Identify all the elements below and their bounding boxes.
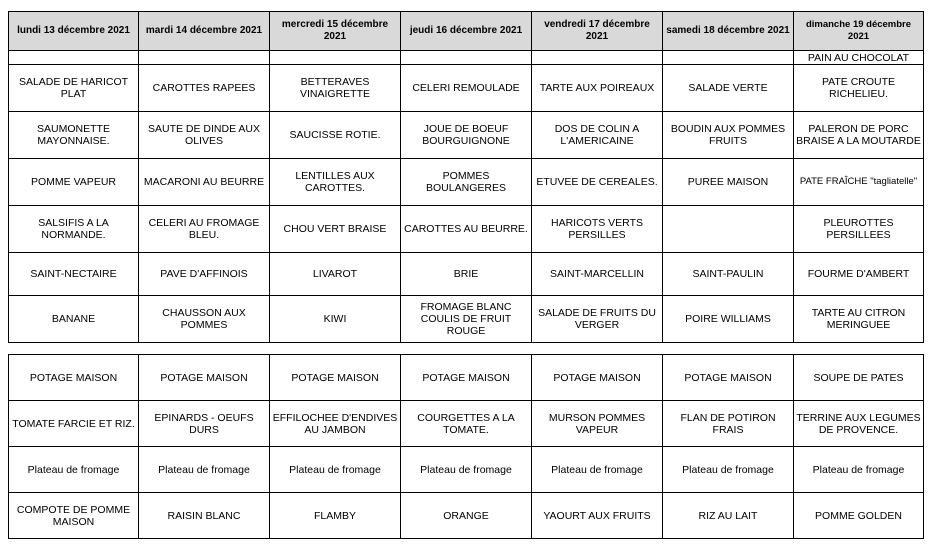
lunch-main-cell: JOUE DE BOEUF BOURGUIGNONE — [401, 112, 532, 159]
lunch-side-cell: LENTILLES AUX CAROTTES. — [270, 159, 401, 206]
lunch-dessert-cell: KIWI — [270, 296, 401, 343]
dinner-main-cell: TERRINE AUX LEGUMES DE PROVENCE. — [794, 401, 924, 447]
dinner-dessert-cell: POMME GOLDEN — [794, 493, 924, 539]
lunch-veg-cell: CELERI AU FROMAGE BLEU. — [139, 206, 270, 253]
dinner-cheese-cell: Plateau de fromage — [401, 447, 532, 493]
day-header-friday: vendredi 17 décembre 2021 — [532, 12, 663, 51]
lunch-veg-cell: HARICOTS VERTS PERSILLES — [532, 206, 663, 253]
lunch-main-row — [9, 112, 924, 159]
lunch-cheese-cell: SAINT-PAULIN — [663, 253, 794, 296]
lunch-dessert-row — [9, 296, 924, 343]
lunch-veg-cell: CHOU VERT BRAISE — [270, 206, 401, 253]
day-header-tuesday: mardi 14 décembre 2021 — [139, 12, 270, 51]
day-header-row — [9, 12, 924, 51]
dinner-cheese-cell: Plateau de fromage — [794, 447, 924, 493]
day-header-saturday: samedi 18 décembre 2021 — [663, 12, 794, 51]
dinner-soup-cell: POTAGE MAISON — [270, 355, 401, 401]
dinner-dessert-cell: RAISIN BLANC — [139, 493, 270, 539]
dinner-soup-cell: POTAGE MAISON — [9, 355, 139, 401]
dinner-dessert-cell: COMPOTE DE POMME MAISON — [9, 493, 139, 539]
dinner-soup-cell: POTAGE MAISON — [401, 355, 532, 401]
lunch-cheese-cell: SAINT-MARCELLIN — [532, 253, 663, 296]
lunch-starter-cell: PATE CROUTE RICHELIEU. — [794, 65, 924, 112]
day-header-thursday: jeudi 16 décembre 2021 — [401, 12, 532, 51]
lunch-side-cell: PATE FRAÎCHE "tagliatelle" — [794, 159, 924, 206]
dinner-dessert-cell: RIZ AU LAIT — [663, 493, 794, 539]
dinner-cheese-cell: Plateau de fromage — [532, 447, 663, 493]
dinner-main-cell: EPINARDS - OEUFS DURS — [139, 401, 270, 447]
dinner-cheese-cell: Plateau de fromage — [139, 447, 270, 493]
day-header-wednesday: mercredi 15 décembre 2021 — [270, 12, 401, 51]
lunch-main-cell: SAUMONETTE MAYONNAISE. — [9, 112, 139, 159]
lunch-pre-cell — [270, 51, 401, 65]
dinner-dessert-cell: ORANGE — [401, 493, 532, 539]
lunch-side-cell: POMMES BOULANGERES — [401, 159, 532, 206]
lunch-starter-cell: SALADE DE HARICOT PLAT — [9, 65, 139, 112]
lunch-cheese-row — [9, 253, 924, 296]
dinner-main-cell: FLAN DE POTIRON FRAIS — [663, 401, 794, 447]
dinner-main-cell: EFFILOCHEE D'ENDIVES AU JAMBON — [270, 401, 401, 447]
lunch-main-cell: BOUDIN AUX POMMES FRUITS — [663, 112, 794, 159]
lunch-main-cell: SAUTE DE DINDE AUX OLIVES — [139, 112, 270, 159]
dinner-dessert-cell: FLAMBY — [270, 493, 401, 539]
dinner-main-cell: COURGETTES A LA TOMATE. — [401, 401, 532, 447]
dinner-cheese-row — [9, 447, 924, 493]
dinner-dessert-row — [9, 493, 924, 539]
dinner-cheese-cell: Plateau de fromage — [270, 447, 401, 493]
lunch-dessert-cell: CHAUSSON AUX POMMES — [139, 296, 270, 343]
day-header-sunday: dimanche 19 décembre 2021 — [794, 12, 924, 51]
lunch-side-cell: POMME VAPEUR — [9, 159, 139, 206]
lunch-main-cell: DOS DE COLIN A L'AMERICAINE — [532, 112, 663, 159]
lunch-pre-cell — [139, 51, 270, 65]
lunch-pre-cell — [401, 51, 532, 65]
dinner-main-cell: TOMATE FARCIE ET RIZ. — [9, 401, 139, 447]
lunch-cheese-cell: LIVAROT — [270, 253, 401, 296]
lunch-pre-cell: PAIN AU CHOCOLAT — [794, 51, 924, 65]
lunch-cheese-cell: FOURME D'AMBERT — [794, 253, 924, 296]
day-header-monday: lundi 13 décembre 2021 — [9, 12, 139, 51]
lunch-starter-cell: CAROTTES RAPEES — [139, 65, 270, 112]
lunch-main-cell: SAUCISSE ROTIE. — [270, 112, 401, 159]
lunch-veg-cell: PLEUROTTES PERSILLEES — [794, 206, 924, 253]
lunch-cheese-cell: PAVE D'AFFINOIS — [139, 253, 270, 296]
dinner-soup-cell: SOUPE DE PATES — [794, 355, 924, 401]
lunch-side-row — [9, 159, 924, 206]
lunch-starter-cell: SALADE VERTE — [663, 65, 794, 112]
dinner-main-cell: MURSON POMMES VAPEUR — [532, 401, 663, 447]
lunch-pre-row — [9, 51, 924, 65]
lunch-dessert-cell: BANANE — [9, 296, 139, 343]
dinner-soup-cell: POTAGE MAISON — [532, 355, 663, 401]
lunch-veg-cell: SALSIFIS A LA NORMANDE. — [9, 206, 139, 253]
lunch-starter-cell: BETTERAVES VINAIGRETTE — [270, 65, 401, 112]
lunch-starter-row — [9, 65, 924, 112]
dinner-soup-cell: POTAGE MAISON — [139, 355, 270, 401]
lunch-starter-cell: TARTE AUX POIREAUX — [532, 65, 663, 112]
lunch-side-cell: MACARONI AU BEURRE — [139, 159, 270, 206]
lunch-pre-cell — [532, 51, 663, 65]
dinner-soup-cell: POTAGE MAISON — [663, 355, 794, 401]
lunch-cheese-cell: BRIE — [401, 253, 532, 296]
lunch-starter-cell: CELERI REMOULADE — [401, 65, 532, 112]
lunch-cheese-cell: SAINT-NECTAIRE — [9, 253, 139, 296]
lunch-side-cell: ETUVEE DE CEREALES. — [532, 159, 663, 206]
lunch-menu-table — [8, 11, 924, 343]
lunch-veg-row — [9, 206, 924, 253]
dinner-soup-row — [9, 355, 924, 401]
lunch-dessert-cell: SALADE DE FRUITS DU VERGER — [532, 296, 663, 343]
dinner-main-row — [9, 401, 924, 447]
dinner-cheese-cell: Plateau de fromage — [663, 447, 794, 493]
lunch-veg-cell: CAROTTES AU BEURRE. — [401, 206, 532, 253]
lunch-dessert-cell: FROMAGE BLANC COULIS DE FRUIT ROUGE — [401, 296, 532, 343]
lunch-pre-cell — [9, 51, 139, 65]
dinner-dessert-cell: YAOURT AUX FRUITS — [532, 493, 663, 539]
lunch-pre-cell — [663, 51, 794, 65]
lunch-side-cell: PUREE MAISON — [663, 159, 794, 206]
dinner-cheese-cell: Plateau de fromage — [9, 447, 139, 493]
dinner-menu-table — [8, 354, 924, 539]
lunch-main-cell: PALERON DE PORC BRAISE A LA MOUTARDE — [794, 112, 924, 159]
lunch-veg-cell — [663, 206, 794, 253]
lunch-dessert-cell: TARTE AU CITRON MERINGUEE — [794, 296, 924, 343]
lunch-dessert-cell: POIRE WILLIAMS — [663, 296, 794, 343]
